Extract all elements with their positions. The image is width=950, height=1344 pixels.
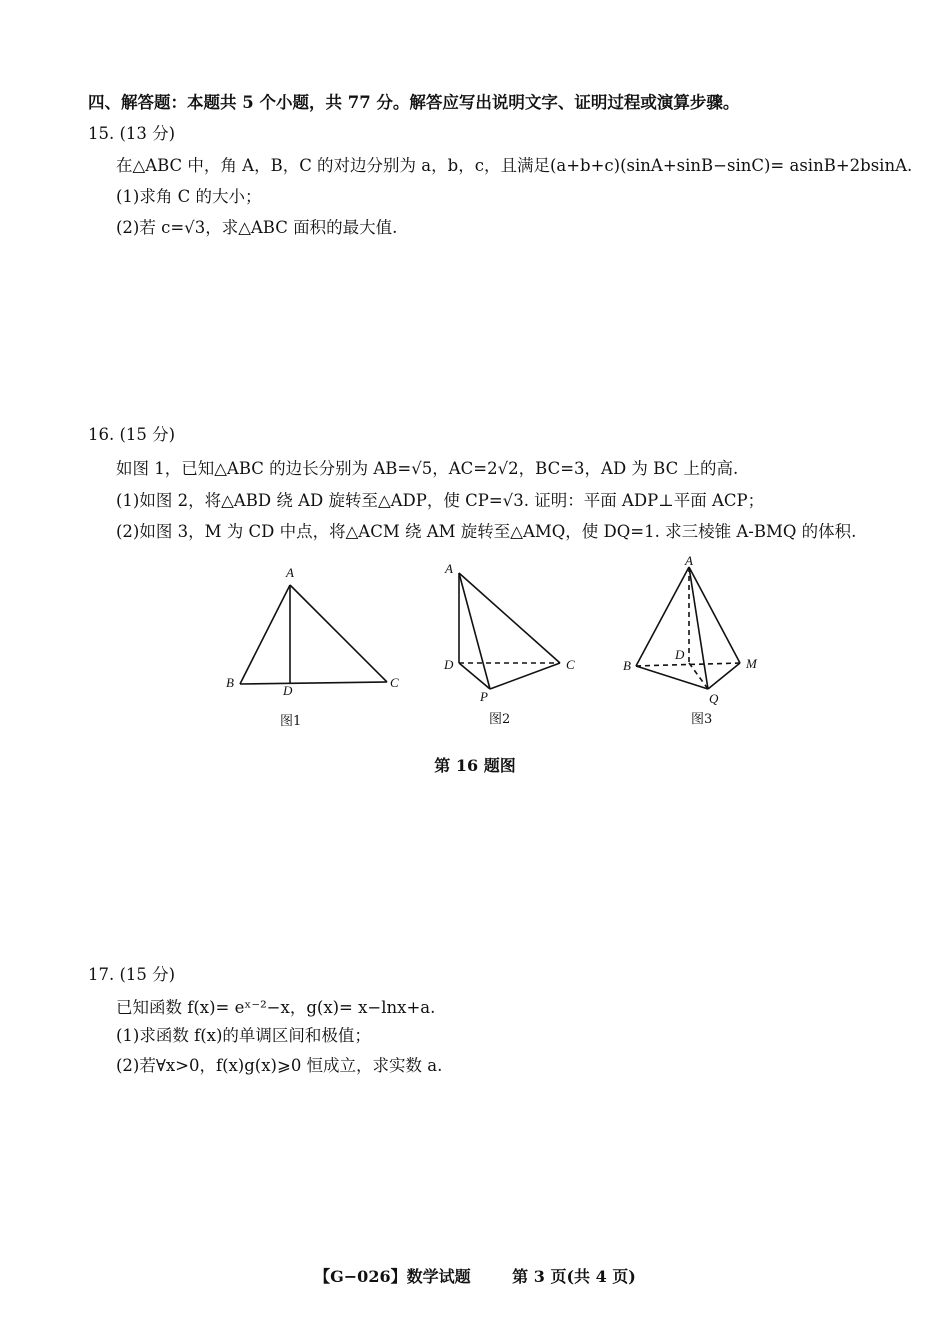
figure-1 (240, 585, 387, 684)
fig3-edge-bq (636, 666, 708, 689)
figure-group-title: 第 16 题图 (434, 756, 516, 775)
fig3-edge-qm (708, 663, 740, 689)
question-15-part-1: (1)求角 C 的大小； (116, 187, 262, 206)
fig3-label-m: M (746, 656, 757, 671)
question-17-stem: 已知函数 f(x)= eˣ⁻²−x，g(x)= x−lnx+a. (116, 998, 436, 1017)
question-15-stem: 在△ABC 中，角 A，B，C 的对边分别为 a，b，c，且满足(a+b+c)(sinA+sinB−sinC)= asinB+2bsinA. (116, 156, 913, 175)
fig2-edge-ap (459, 573, 490, 689)
fig1-label-b: B (226, 675, 234, 690)
question-17-number: 17. (15 分) (88, 965, 176, 984)
fig1-edge-ac (290, 585, 387, 682)
fig2-label-a: A (445, 561, 453, 576)
fig2-label-c: C (566, 657, 575, 672)
page-footer (0, 1264, 950, 1287)
fig1-label-d: D (283, 683, 293, 698)
fig3-label-d: D (675, 647, 685, 662)
figure-2 (459, 573, 560, 689)
fig2-edge-ac (459, 573, 560, 663)
question-17-part-2: (2)若∀x>0，f(x)g(x)⩾0 恒成立，求实数 a. (116, 1056, 443, 1075)
figure-1-caption: 图1 (280, 714, 302, 729)
question-16-part-2: (2)如图 3，M 为 CD 中点，将△ACM 绕 AM 旋转至△AMQ，使 DQ=1. 求三棱锥 A-BMQ 的体积. (116, 522, 857, 541)
fig1-edge-ab (240, 585, 290, 684)
fig2-label-d: D (444, 657, 454, 672)
fig1-edge-bc (240, 682, 387, 684)
section-header: 四、解答题：本题共 5 个小题，共 77 分。解答应写出说明文字、证明过程或演算步骤。 (88, 93, 740, 112)
figure-2-caption: 图2 (489, 712, 511, 727)
fig2-edge-dp (459, 663, 490, 689)
fig3-label-q: Q (709, 691, 719, 706)
fig1-label-c: C (390, 675, 399, 690)
fig2-edge-pc (490, 663, 560, 689)
page-number: 第 3 页(共 4 页) (512, 1267, 636, 1286)
question-15-number: 15. (13 分) (88, 124, 176, 143)
fig1-label-a: A (286, 565, 294, 580)
question-17-part-1: (1)求函数 f(x)的单调区间和极值； (116, 1026, 371, 1045)
fig3-label-b: B (623, 658, 631, 673)
figure-3-caption: 图3 (691, 712, 713, 727)
question-15-part-2: (2)若 c=√3，求△ABC 面积的最大值. (116, 218, 398, 237)
fig3-edge-bm (636, 663, 740, 666)
figure-3 (636, 567, 740, 689)
fig3-label-a: A (685, 555, 693, 568)
question-16-figures (0, 555, 950, 755)
question-16-number: 16. (15 分) (88, 425, 176, 444)
exam-code: 【G−026】数学试题 (314, 1267, 471, 1286)
fig2-label-p: P (480, 689, 488, 704)
question-16-stem: 如图 1，已知△ABC 的边长分别为 AB=√5，AC=2√2，BC=3，AD 为 BC 上的高. (116, 459, 739, 478)
question-16-part-1: (1)如图 2，将△ABD 绕 AD 旋转至△ADP，使 CP=√3. 证明：平面 ADP⊥平面 ACP； (116, 491, 765, 510)
